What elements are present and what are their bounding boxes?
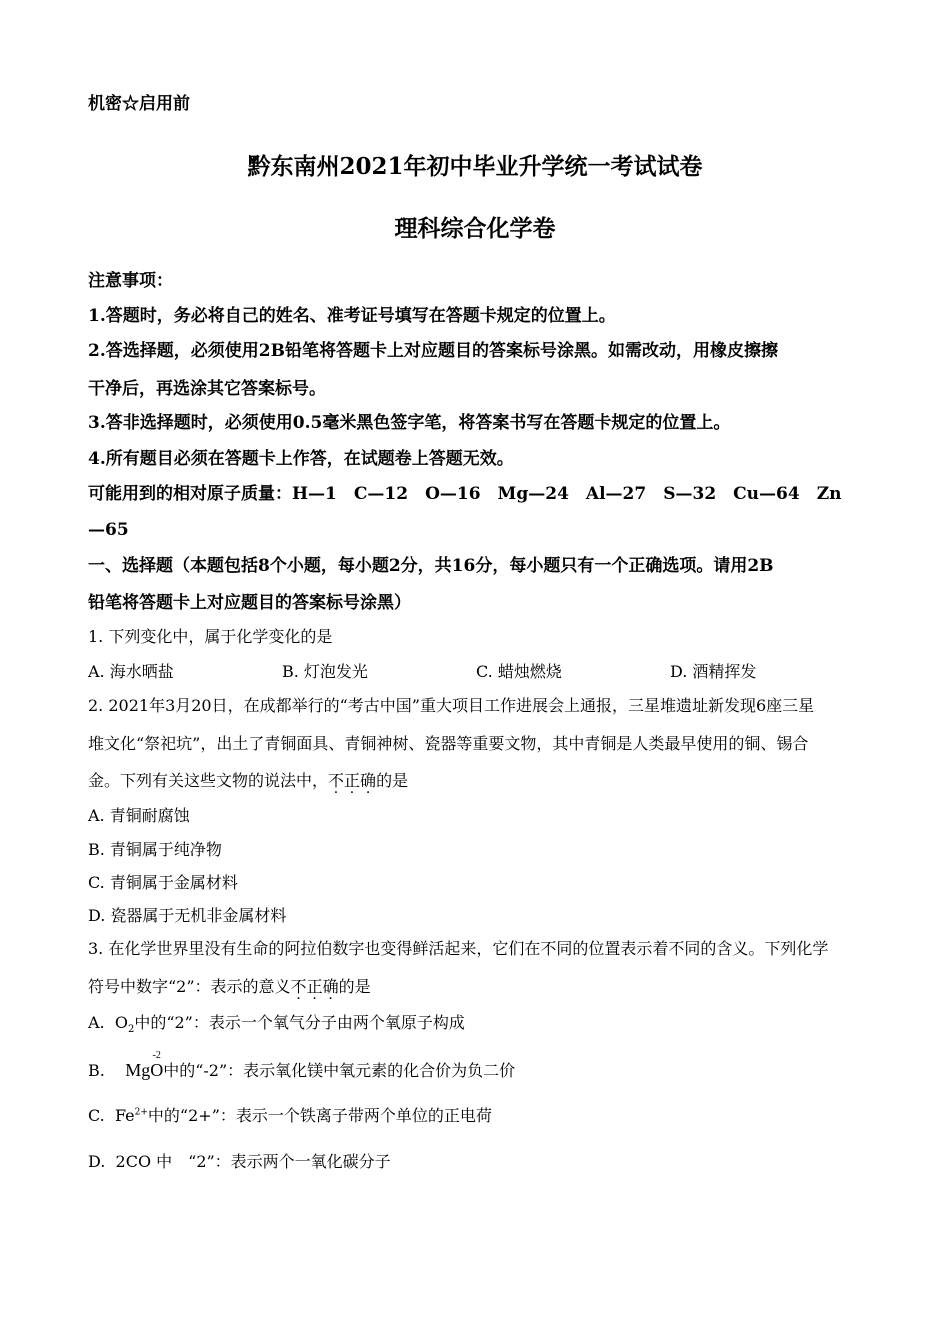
q3-option-c-formula [115, 1106, 148, 1125]
q3-option-d-label: D. [88, 1152, 106, 1171]
exam-title: 黔东南州2021年初中毕业升学统一考试试卷 [247, 153, 703, 180]
q2-stem-2: 堆文化“祭祀坑”，出土了青铜面具、青铜神树、瓷器等重要文物，其中青铜是人类最早使用的铜、锡合 [88, 734, 809, 753]
q1-option-d: D. 酒精挥发 [670, 662, 757, 681]
q3-option-b-mg: Mg [125, 1060, 151, 1080]
q2-option-a: A. 青铜耐腐蚀 [88, 806, 190, 825]
q3-option-a-text: 中的“2”：表示一个氧气分子由两个氧原子构成 [134, 1013, 465, 1032]
q3-option-a-formula-sub: 2 [127, 1024, 135, 1036]
q3-option-b-o: O [150, 1060, 164, 1080]
q3-option-b-valence: -2 [152, 1050, 161, 1061]
q3-option-c-text: 中的“2+”：表示一个铁离子带两个单位的正电荷 [147, 1106, 492, 1125]
q1-option-c: C. 蜡烛燃烧 [476, 662, 562, 681]
q2-emph-2: 正 [344, 771, 361, 790]
q3-option-a-formula-main: O [114, 1013, 128, 1032]
q3-option-a-label: A. [88, 1013, 105, 1032]
q3-option-b-text: 中的“-2”：表示氧化镁中氧元素的化合价为负二价 [163, 1061, 516, 1080]
q2-emph-3: 确 [360, 771, 377, 790]
q3-option-d [88, 1152, 391, 1172]
q3-option-b [88, 1050, 516, 1081]
q2-stem-3-suffix: 的是 [376, 771, 409, 790]
notice-item-1: 1.答题时，务必将自己的姓名、准考证号填写在答题卡规定的位置上。 [88, 306, 616, 326]
q3-option-c [88, 1106, 492, 1126]
q3-emph-3: 确 [322, 977, 339, 996]
q3-option-a [88, 1013, 465, 1036]
exam-subtitle: 理科综合化学卷 [394, 215, 556, 242]
q3-stem-2-prefix: 符号中数字“2”：表示的意义 [88, 977, 291, 996]
q2-emph-1: 不 [328, 771, 345, 790]
q3-option-a-formula [114, 1013, 135, 1036]
notice-item-4: 4.所有题目必须在答题卡上作答，在试题卷上答题无效。 [88, 449, 514, 469]
q3-option-c-label: C. [88, 1106, 105, 1125]
q3-option-d-text: 2CO 中 “2”：表示两个一氧化碳分子 [115, 1152, 391, 1171]
atomic-masses-cont: —65 [88, 520, 129, 540]
q3-option-b-formula [125, 1050, 164, 1080]
notice-item-3: 3.答非选择题时，必须使用0.5毫米黑色签字笔，将答案书写在答题卡规定的位置上。 [88, 413, 731, 433]
q3-stem-1: 3. 在化学世界里没有生命的阿拉伯数字也变得鲜活起来，它们在不同的位置表示着不同的含义。下列化学 [88, 939, 829, 958]
q3-emph-2: 正 [306, 977, 323, 996]
q3-option-c-formula-main: Fe [114, 1106, 135, 1125]
secret-label: 机密☆启用前 [88, 94, 190, 114]
notice-item-2-cont: 干净后，再选涂其它答案标号。 [88, 379, 326, 399]
q1-option-a: A. 海水晒盐 [88, 662, 174, 681]
q2-stem-3 [88, 771, 408, 791]
q2-stem-1: 2. 2021年3月20日，在成都举行的“考古中国”重大项目工作进展会上通报，三星堆遗址新发现6座三星 [88, 696, 815, 715]
notice-item-2: 2.答选择题，必须使用2B铅笔将答题卡上对应题目的答案标号涂黑。如需改动，用橡皮擦擦 [88, 341, 778, 361]
q2-stem-3-prefix: 金。下列有关这些文物的说法中， [88, 771, 329, 790]
q1-option-b: B. 灯泡发光 [282, 662, 368, 681]
q3-stem-2-suffix: 的是 [338, 977, 371, 996]
q3-stem-2 [88, 977, 371, 997]
q3-option-c-formula-sup: 2+ [134, 1107, 148, 1118]
section1-heading: 一、选择题（本题包括8个小题，每小题2分，共16分，每小题只有一个正确选项。请用2B [88, 556, 774, 576]
q2-option-d: D. 瓷器属于无机非金属材料 [88, 906, 287, 925]
q3-emph-1: 不 [290, 977, 307, 996]
notice-heading: 注意事项： [88, 271, 173, 291]
q1-stem: 1. 下列变化中，属于化学变化的是 [88, 627, 333, 646]
section1-heading-cont: 铅笔将答题卡上对应题目的答案标号涂黑） [88, 593, 411, 613]
q2-option-c: C. 青铜属于金属材料 [88, 873, 238, 892]
q3-option-b-label: B. [88, 1061, 105, 1080]
q2-option-b: B. 青铜属于纯净物 [88, 840, 222, 859]
atomic-masses: 可能用到的相对原子质量：H—1 C—12 O—16 Mg—24 Al—27 S—32 Cu—64 Zn [88, 484, 842, 504]
